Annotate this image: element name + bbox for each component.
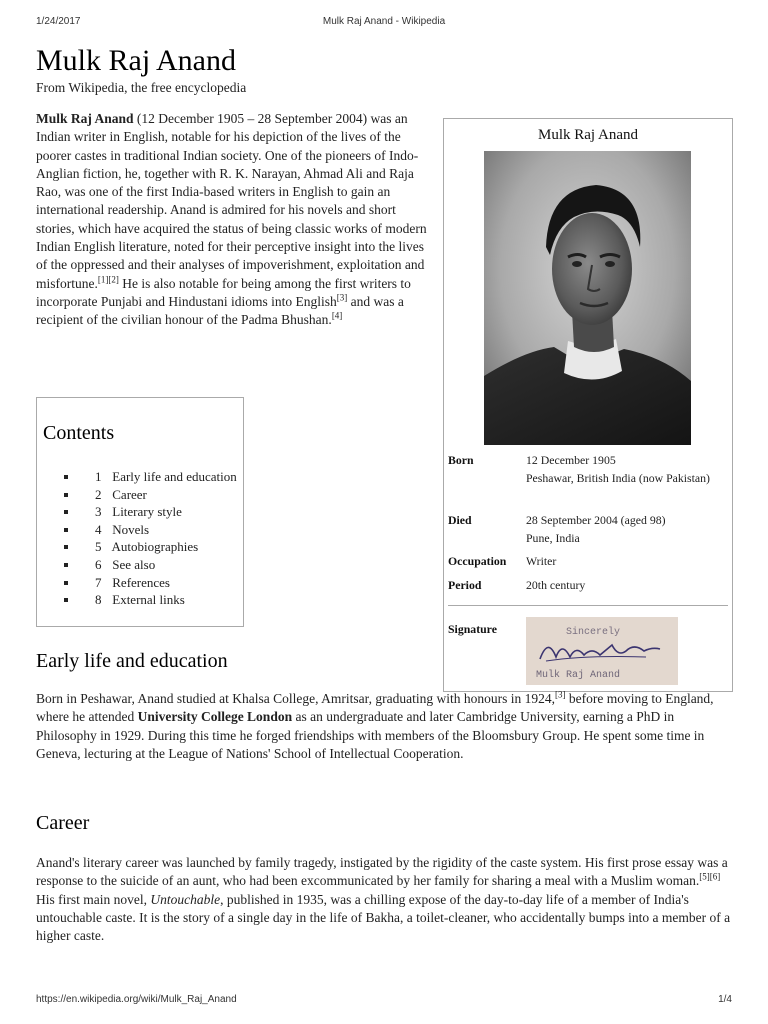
toc-label: Early life and education [112,469,237,484]
died-place: Pune, India [526,531,580,545]
early-life-text-2: before moving to England, where he attended [36,691,714,725]
toc-number: 1 [95,469,102,484]
lead-text-3: and was a recipient of the civilian honour of the Padma Bhushan. [36,293,404,328]
toc-list [37,468,237,609]
toc-item-novels[interactable] [37,521,237,539]
toc-number: 3 [95,504,102,520]
print-date: 1/24/2017 [36,16,81,27]
ref-link-2[interactable]: [2] [108,274,119,285]
toc-label: Autobiographies [111,539,199,555]
ref-link-1[interactable]: [1] [97,274,109,285]
toc-number: 6 [95,556,102,572]
career-text-3: , published in 1935, was a chilling expose of the day-to-day life of a member of India's untouchable caste. It is the story of a single day in the life of Bakha, a toilet-cleaner, who accidentally bumps into a member of a higher caste. [36,891,731,944]
print-page-number: 1/4 [718,994,732,1005]
signature-image[interactable] [526,617,678,685]
toc-item-references[interactable] [37,574,237,592]
toc-number: 8 [95,592,102,608]
toc-label: Novels [112,521,150,537]
born-date: 12 December 1905 [526,453,616,467]
toc-number: 7 [95,574,102,590]
toc-item-external-links[interactable] [37,591,237,609]
toc-number: 4 [95,521,102,537]
signature-label: Signature [448,622,497,636]
ref-link-5[interactable]: [5] [699,871,710,882]
early-life-paragraph [36,690,736,763]
print-url: https://en.wikipedia.org/wiki/Mulk_Raj_Anand [36,994,237,1005]
career-text-1: Anand's literary career was launched by family tragedy, instigated by the rigidity of the caste system. His first prose essay was a response to the suicide of an aunt, who had been excommunicated by her family for sharing a meal with a Muslim woman. [36,855,728,889]
toc-label: Literary style [112,504,182,520]
period-value: 20th century [526,578,586,592]
lead-paragraph [36,110,428,330]
toc-item-early-life[interactable] [37,468,237,486]
born-value [526,451,726,487]
toc-label: External links [112,592,185,608]
toc-label: References [112,574,170,590]
section-heading-early-life: Early life and education [36,650,228,672]
died-date: 28 September 2004 (aged 98) [526,513,666,527]
toc-item-autobiographies[interactable] [37,538,237,556]
article-subtitle: From Wikipedia, the free encyclopedia [36,80,247,95]
toc-number: 2 [95,486,102,502]
signature-stamp-sincerely: Sincerely [566,627,621,638]
died-label: Died [448,513,472,527]
early-life-text-3: as an undergraduate and later Cambridge University, earning a PhD in Philosophy in 1929. During this time he forged friendships with members of the Bloomsbury Group. He spent some time in Geneva, lecturing at the League of Nations' School of Intellectual Cooperation. [36,709,705,761]
toc-item-see-also[interactable] [37,556,237,574]
article-title: Mulk Raj Anand [36,44,236,77]
lead-text-2: He is also notable for being among the first writers to incorporate Punjabi and Hindustani idioms into English [36,275,411,309]
toc-label: See also [112,556,156,572]
born-place: Peshawar, British India (now Pakistan) [526,471,710,485]
toc-number: 5 [95,539,102,555]
career-text-2: His first main novel, [36,891,151,907]
infobox-title: Mulk Raj Anand [538,127,638,143]
occupation-label: Occupation [448,554,507,568]
lead-text-1: (12 December 1905 – 28 September 2004) was an Indian writer in English, notable for his depiction of the lives of the poorer castes in traditional Indian society. One of the pioneers of Indo-Anglian fiction, he, together with R. K. Narayan, Ahmad Ali and Raja Rao, was one of the first India-based writers in English to gain an international readership. Anand is admired for his novels and short stories, which have acquired the status of being classic works of modern Indian English literature, noted for their perceptive insight into the lives of the oppressed and their analyses of impoverishment, exploitation and misfortune. [36,111,427,291]
print-page-title: Mulk Raj Anand - Wikipedia [322,16,446,27]
link-university-college-london[interactable]: University College London [137,709,293,725]
lead-name: Mulk Raj Anand [36,111,134,126]
toc-item-career[interactable] [37,486,237,504]
ref-link-3b[interactable]: [3] [554,689,566,700]
career-paragraph [36,854,736,945]
toc-title: Contents [43,422,115,444]
ref-link-6[interactable]: [6] [709,871,721,882]
early-life-text-1: Born in Peshawar, Anand studied at Khalsa College, Amritsar, graduating with honours in 1924, [36,691,555,706]
portrait-photo[interactable] [484,151,691,445]
infobox-divider [448,605,728,606]
period-label: Period [448,578,482,592]
table-of-contents [36,397,244,627]
occupation-value: Writer [526,554,557,568]
died-value [526,511,726,547]
infobox [443,118,733,692]
toc-item-literary-style[interactable] [37,503,237,521]
section-heading-career: Career [36,812,90,834]
novel-title-untouchable: Untouchable [150,891,221,907]
signature-stamp-name: Mulk Raj Anand [536,670,621,681]
ref-link-4[interactable]: [4] [331,310,343,321]
toc-label: Career [112,486,147,502]
born-label: Born [448,453,474,467]
ref-link-3[interactable]: [3] [336,292,348,303]
